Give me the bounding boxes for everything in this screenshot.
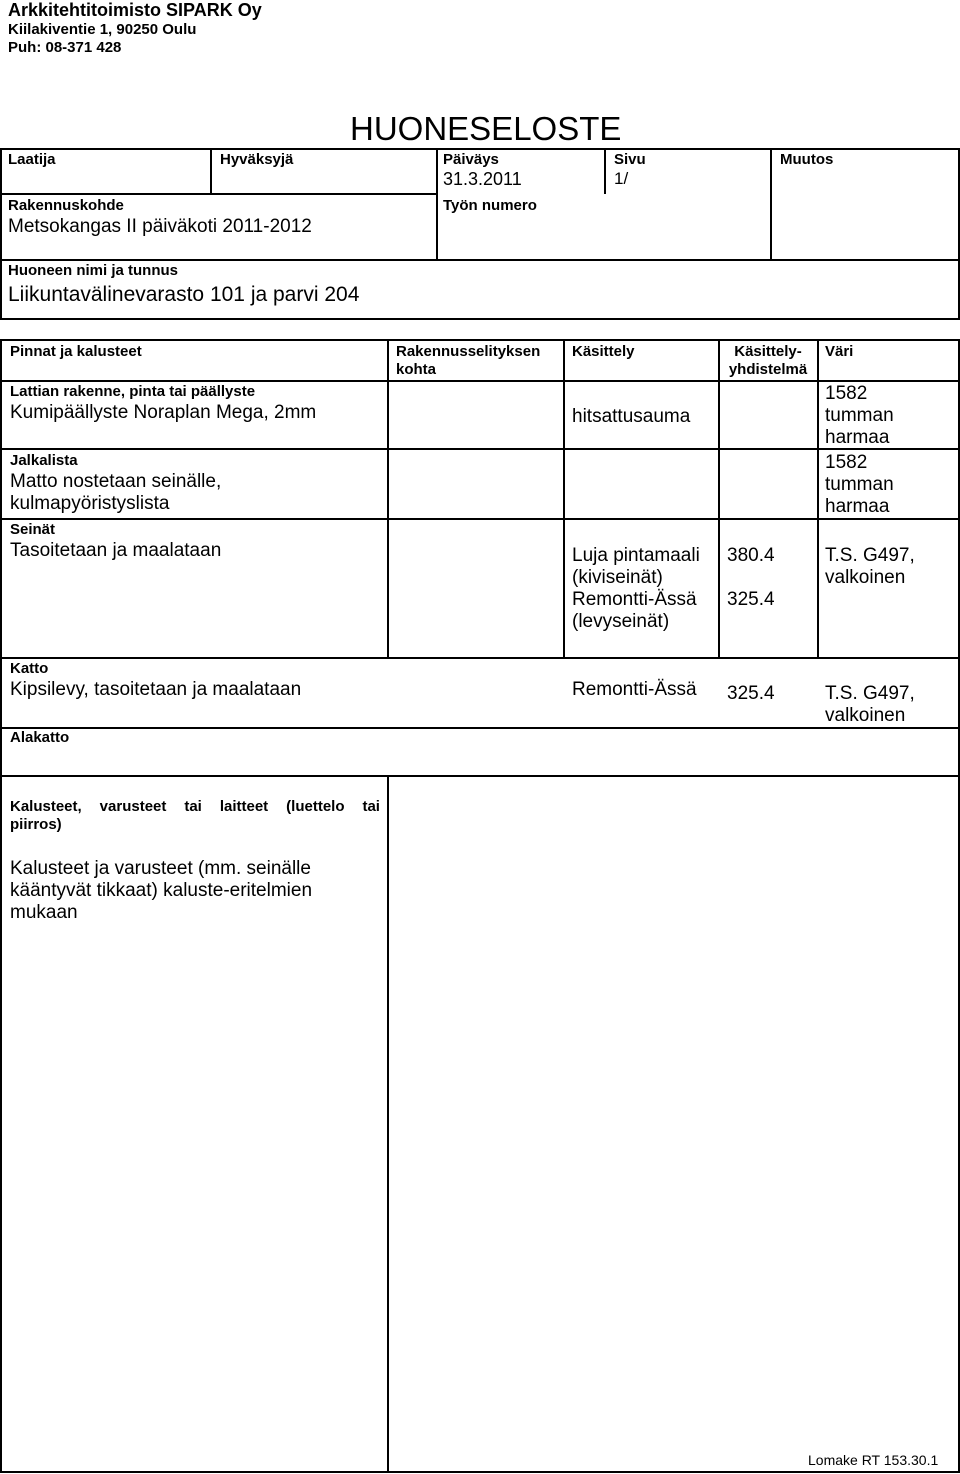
katto-kasittely: Remontti-Ässä bbox=[572, 679, 697, 700]
huone-value: Liikuntavälinevarasto 101 ja parvi 204 bbox=[8, 283, 360, 306]
header-yhdistelma: Käsittely- yhdistelmä bbox=[728, 343, 808, 378]
sivu-value: 1/ bbox=[614, 169, 629, 188]
seinat-kasittely: Luja pintamaali (kiviseinät) Remontti-Ässä (levyseinät) bbox=[572, 545, 700, 632]
header-kasittely: Käsittely bbox=[572, 343, 635, 360]
form-number: Lomake RT 153.30.1 bbox=[808, 1452, 939, 1468]
kalusteet-value: Kalusteet ja varusteet (mm. seinälle kääntyvät tikkaat) kaluste-eritelmien mukaan bbox=[10, 858, 313, 923]
huone-label: Huoneen nimi ja tunnus bbox=[8, 262, 179, 279]
katto-vari: T.S. G497, valkoinen bbox=[825, 683, 915, 726]
jalkalista-vari: 1582 tumman harmaa bbox=[825, 452, 894, 517]
seinat-vari: T.S. G497, valkoinen bbox=[825, 545, 915, 588]
laatija-label: Laatija bbox=[8, 151, 56, 168]
seinat-yhdistelma: 380.4 325.4 bbox=[727, 545, 775, 610]
jalkalista-label: Jalkalista bbox=[10, 452, 78, 469]
tyon-numero-label: Työn numero bbox=[443, 197, 537, 214]
paivays-label: Päiväys bbox=[443, 151, 499, 168]
rakennuskohde-value: Metsokangas II päiväkoti 2011-2012 bbox=[8, 216, 312, 237]
katto-yhdistelma: 325.4 bbox=[727, 683, 775, 704]
company-name: Arkkitehtitoimisto SIPARK Oy bbox=[8, 0, 262, 20]
document-title: HUONESELOSTE bbox=[350, 110, 622, 147]
muutos-label: Muutos bbox=[780, 151, 834, 168]
katto-value: Kipsilevy, tasoitetaan ja maalataan bbox=[10, 679, 302, 700]
hyvaksyja-label: Hyväksyjä bbox=[220, 151, 294, 168]
kalusteet-label: Kalusteet, varusteet tai laitteet (luettelo tai piirros) bbox=[10, 798, 380, 833]
lattia-kasittely: hitsattusauma bbox=[572, 406, 691, 427]
rakennuskohde-label: Rakennuskohde bbox=[8, 197, 124, 214]
alakatto-label: Alakatto bbox=[10, 729, 70, 746]
header-rakennusselitys: Rakennusselityksen kohta bbox=[396, 343, 541, 378]
paivays-value: 31.3.2011 bbox=[443, 169, 522, 189]
seinat-value: Tasoitetaan ja maalataan bbox=[10, 540, 222, 561]
company-phone: Puh: 08-371 428 bbox=[8, 39, 122, 56]
lattia-value: Kumipäällyste Noraplan Mega, 2mm bbox=[10, 402, 317, 423]
sivu-label: Sivu bbox=[614, 151, 646, 168]
header-pinnat: Pinnat ja kalusteet bbox=[10, 343, 142, 360]
company-address: Kiilakiventie 1, 90250 Oulu bbox=[8, 21, 197, 38]
seinat-label: Seinät bbox=[10, 521, 56, 538]
katto-label: Katto bbox=[10, 660, 49, 677]
header-vari: Väri bbox=[825, 343, 854, 360]
lattia-vari: 1582 tumman harmaa bbox=[825, 383, 894, 448]
jalkalista-value: Matto nostetaan seinälle, kulmapyöristyslista bbox=[10, 471, 222, 514]
lattia-label: Lattian rakenne, pinta tai päällyste bbox=[10, 383, 256, 400]
